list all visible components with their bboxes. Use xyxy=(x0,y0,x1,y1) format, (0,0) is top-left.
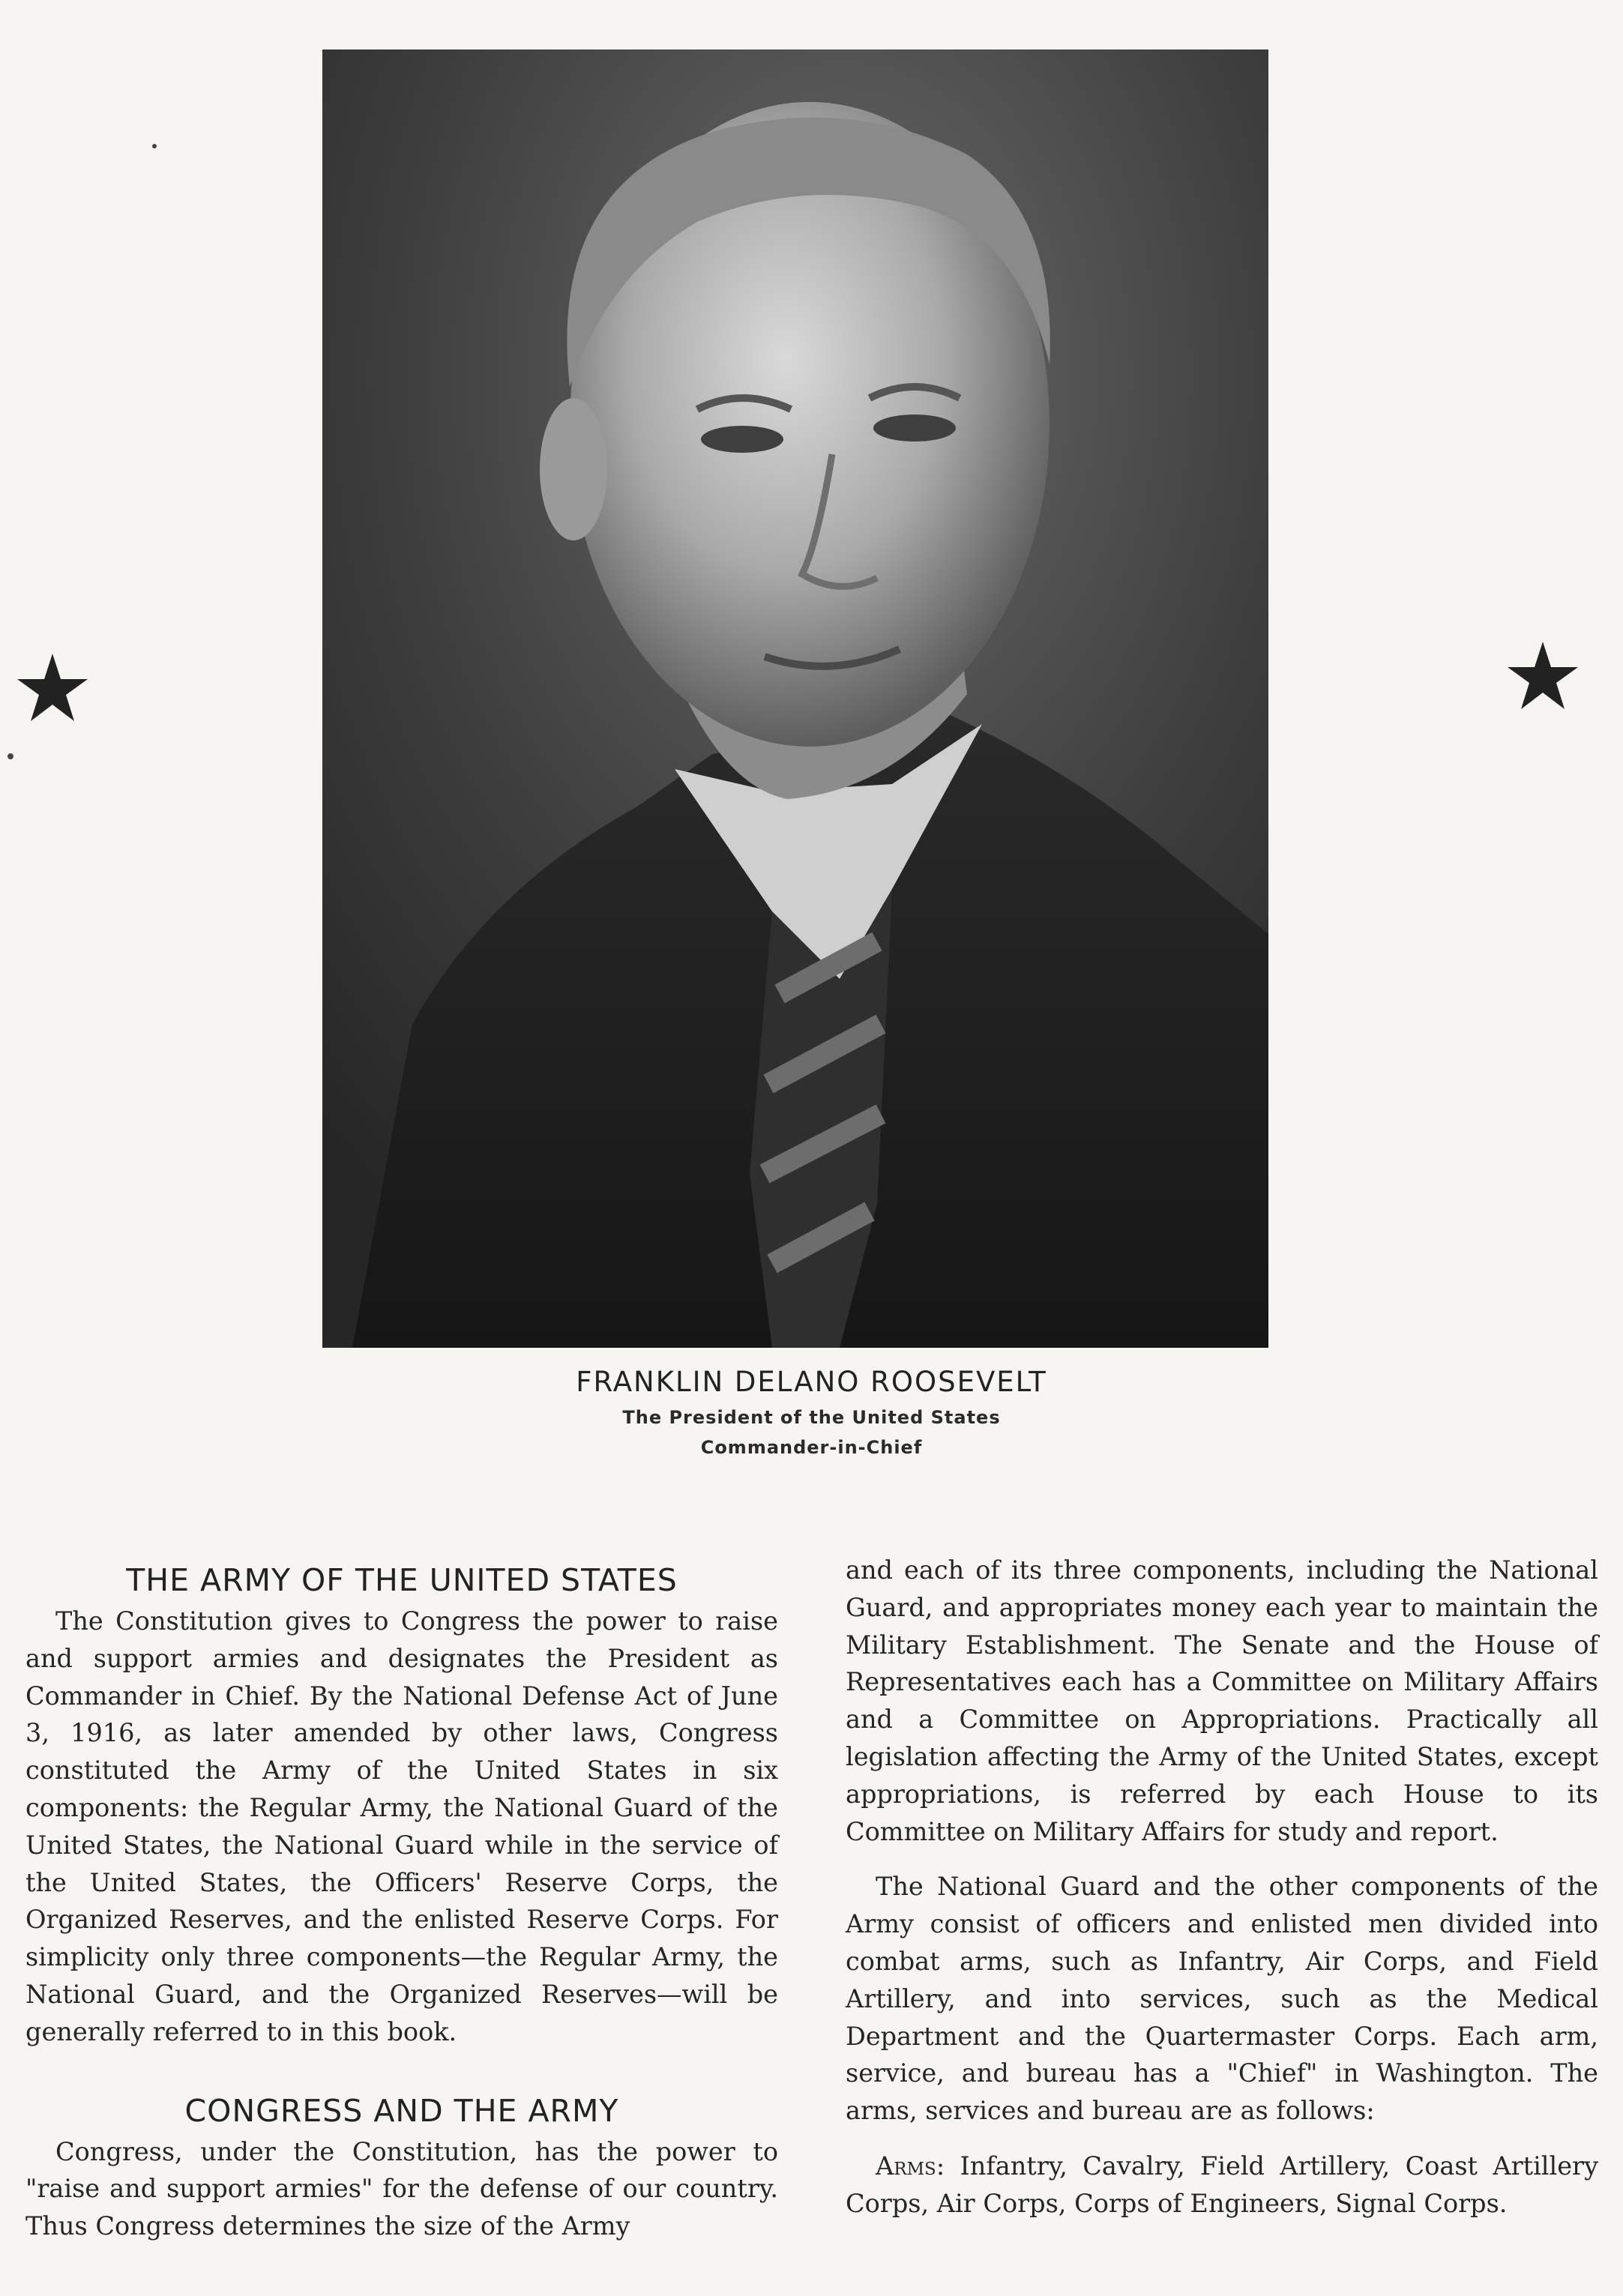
portrait-title: The President of the United States xyxy=(622,1407,1001,1428)
heading-army-of-united-states: THE ARMY OF THE UNITED STATES xyxy=(126,1562,678,1598)
portrait-name: FRANKLIN DELANO ROOSEVELT xyxy=(576,1366,1047,1398)
right-column xyxy=(846,1552,1598,2223)
paragraph-arms xyxy=(846,2148,1598,2223)
portrait-photo xyxy=(322,49,1268,1348)
paragraph-national-guard: The National Guard and the other components of the Army consist of officers and enlisted men divided into combat arms, such as Infantry, Air Corps, and Field Artillery, and into services, such as the Medical Department and the Quartermaster Corps. Each arm, service, and bureau has a "Chief" in Washington. The arms, services and bureau are as follows: xyxy=(846,1872,1598,2126)
speck xyxy=(152,144,157,148)
star-icon-right xyxy=(1505,639,1580,714)
paragraph-army: The Constitution gives to Congress the power to raise and support armies and designates the President as Commander in Chief. By the National Defense Act of June 3, 1916, as later amended by other laws, Congress constituted the Army of the United States in six components: the Regular Army, the National Guard of the United States, the National Guard while in the service of the United States, the Officers' Reserve Corps, the Organized Reserves, and the enlisted Reserve Corps. For simplicity only three components—the Regular Army, the National Guard, and the Organized Reserves—will be generally referred to in this book. xyxy=(25,1606,778,2046)
star-icon-left xyxy=(15,651,90,726)
paragraph-congress-continued: and each of its three components, including the National Guard, and appropriates money each year to maintain the Military Establishment. The Senate and the House of Representatives each has a Committee on Military Affairs and a Committee on Appropriations. Practically all legislation affecting the Army of the United States, except appropriations, is referred by each House to its Committee on Military Affairs for study and report. xyxy=(846,1555,1598,1846)
paragraph-congress: Congress, under the Constitution, has the power to "raise and support armies" for the defense of our country. Thus Congress determines the size of the Army xyxy=(25,2136,778,2241)
heading-congress-and-army: CONGRESS AND THE ARMY xyxy=(184,2092,619,2129)
arms-label: Arms: xyxy=(876,2151,945,2181)
portrait-role: Commander-in-Chief xyxy=(700,1437,923,1458)
arms-list: Infantry, Cavalry, Field Artillery, Coast Artillery Corps, Air Corps, Corps of Engineers, Signal Corps. xyxy=(846,2151,1598,2218)
speck xyxy=(7,753,13,759)
left-column xyxy=(25,1552,778,2245)
